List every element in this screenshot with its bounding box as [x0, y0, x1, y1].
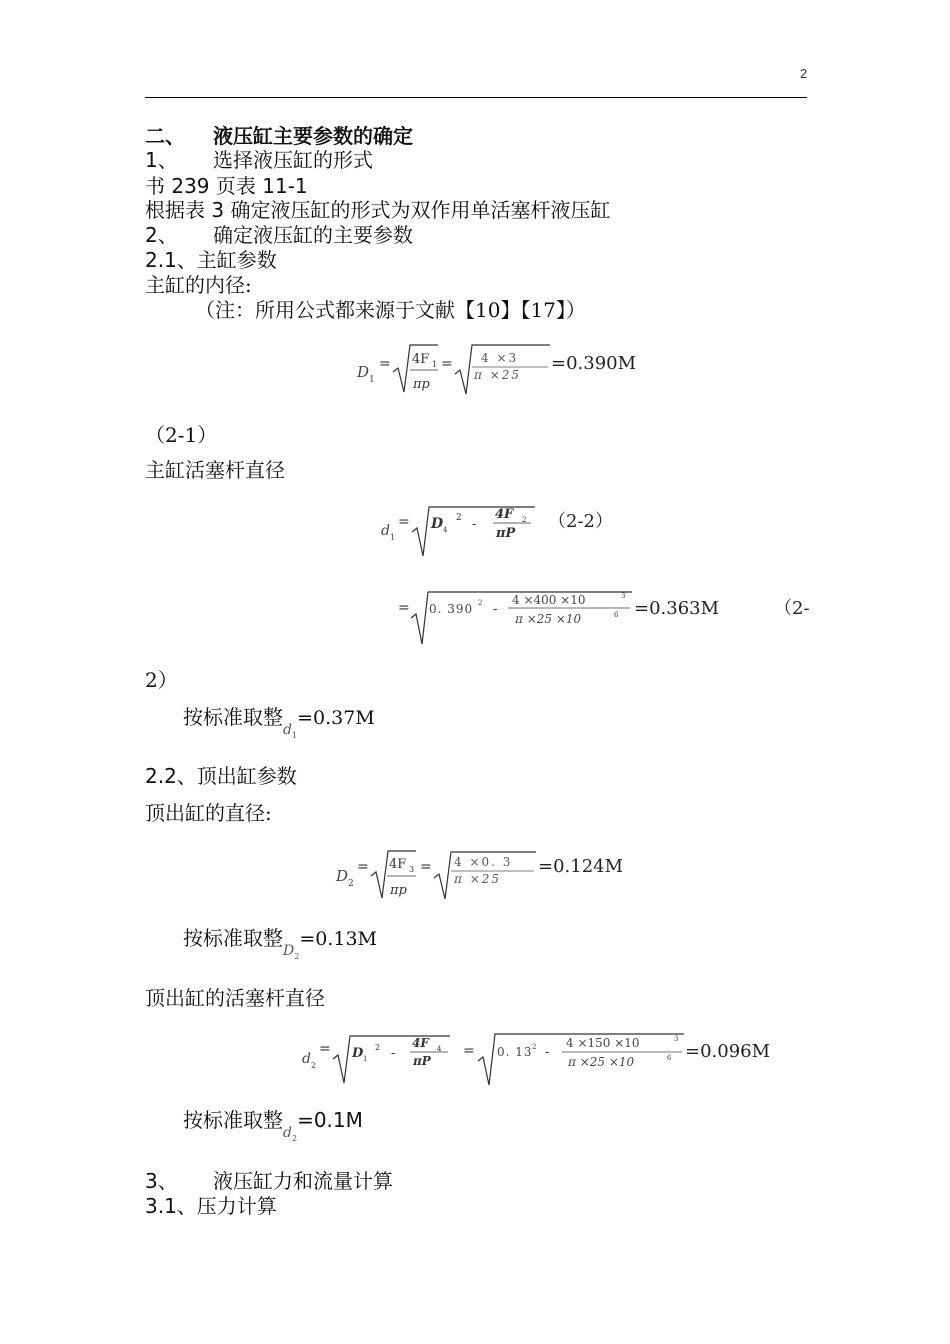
svg-text:-: - [472, 517, 477, 532]
equation-label-2-1: （2-1） [145, 423, 218, 447]
equation-tag-wrap: 2） [145, 668, 178, 692]
section-number: 二、 [145, 124, 185, 148]
svg-text:=: = [398, 514, 410, 530]
svg-text:-: - [493, 602, 498, 617]
subsection-number: 3、 [145, 1169, 178, 1193]
rounding-D2 [183, 926, 378, 961]
rounding-text: 按标准取整 [183, 926, 283, 950]
rounding-var-sub: 2 [294, 952, 300, 961]
eq2-a-sup: 2 [456, 513, 462, 523]
rounding-var-sub: 2 [291, 1134, 298, 1143]
eq2-tag: （2-2） [548, 511, 613, 532]
rounding-var: D [283, 943, 295, 959]
eq2-a-sub: 4 [443, 526, 448, 534]
svg-text:=: = [398, 600, 410, 616]
rounding-d1 [183, 705, 375, 740]
rounding-var: d [283, 1125, 292, 1141]
decision-line: 根据表 3 确定液压缸的形式为双作用单活塞杆液压缸 [145, 198, 611, 222]
eq3-f-num-sub: 3 [409, 865, 415, 874]
eq2-a: D [431, 516, 444, 532]
section-heading [145, 124, 413, 148]
eq2b-n-den-sup: 6 [614, 611, 619, 619]
formula-source-note: （注：所用公式都来源于文献【10】【17】） [195, 298, 586, 322]
eq1-result: =0.390M [551, 353, 637, 374]
eq1-n-den: π ×25 [474, 368, 522, 382]
svg-text:=: = [420, 859, 432, 875]
subsection-3-1: 3.1、压力计算 [145, 1194, 277, 1218]
eq1-f-num-sub: 1 [432, 360, 438, 369]
subsection-title: 确定液压缸的主要参数 [213, 223, 413, 247]
rounding-var-sub: 1 [291, 731, 298, 740]
eq2b-result: =0.363M [634, 598, 720, 619]
main-rod-label: 主缸活塞杆直径 [145, 458, 285, 482]
subsection-number: 2、 [145, 223, 178, 247]
eq3-n-num: 4 ×0. 3 [454, 855, 513, 869]
section-title: 液压缸主要参数的确定 [213, 124, 413, 148]
subsection-3 [145, 1169, 393, 1193]
eq4-n-num-sup: 3 [674, 1035, 679, 1043]
subsection-1 [145, 148, 373, 172]
eq2-f-den: πP [496, 526, 516, 541]
header-rule [145, 97, 807, 98]
eq4-a: D [352, 1046, 364, 1061]
svg-text:-: - [391, 1046, 396, 1061]
rounding-d2 [183, 1108, 363, 1143]
eq4-f-num-sub: 4 [437, 1045, 442, 1053]
eq3-result: =0.124M [538, 856, 624, 877]
rounding-value: =0.37M [297, 707, 375, 729]
eq4-n-den-sup: 6 [667, 1054, 672, 1062]
rounding-text: 按标准取整 [183, 705, 283, 729]
rounding-value: =0.1M [297, 1108, 363, 1132]
eq2b-tag-start: （2- [774, 598, 810, 619]
main-bore-label: 主缸的内径: [145, 273, 252, 297]
subsection-title: 液压缸力和流量计算 [213, 1169, 393, 1193]
eq2-f-num: 4F [495, 507, 514, 522]
eq2-lhs: d [381, 523, 390, 539]
eq1-n-num: 4 ×3 [481, 351, 519, 365]
eq3-n-den: π ×25 [454, 872, 502, 886]
svg-text:=: = [463, 1043, 475, 1059]
eq4-f-num: 4F [412, 1036, 429, 1050]
subsection-2-2: 2.2、顶出缸参数 [145, 764, 297, 788]
eq2-lhs-sub: 1 [390, 533, 396, 542]
eq2b-n-num: 4 ×400 ×10 [512, 593, 586, 607]
svg-text:=: = [441, 356, 453, 372]
eq2b-a-sup: 2 [478, 599, 483, 607]
eq4-n-num: 4 ×150 ×10 [566, 1036, 640, 1050]
eq4-f-den: πP [413, 1054, 431, 1068]
reference-line: 书 239 页表 11-1 [145, 174, 308, 198]
svg-text:=: = [319, 1041, 331, 1057]
eq4-a-sub: 1 [363, 1055, 368, 1063]
eq4-lhs-sub: 2 [311, 1061, 317, 1070]
eq2b-a: 0. 390 [429, 602, 474, 616]
svg-text:=: = [379, 356, 391, 372]
eq4-n-den: π ×25 ×10 [568, 1055, 635, 1069]
rounding-value: =0.13M [299, 928, 378, 950]
eq4-result: =0.096M [685, 1041, 771, 1062]
subsection-title: 选择液压缸的形式 [213, 148, 373, 172]
eq3-f-den: πp [390, 883, 407, 898]
subsection-2 [145, 223, 413, 247]
rounding-text: 按标准取整 [183, 1108, 283, 1132]
eq3-lhs: D [336, 867, 349, 885]
eq1-lhs: D [357, 363, 370, 381]
eq4-b-sup: 2 [532, 1043, 537, 1051]
subsection-number: 1、 [145, 148, 178, 172]
eq2b-n-num-sup: 3 [621, 592, 626, 600]
eq1-f-den: πp [413, 377, 430, 392]
eq4-a-sup: 2 [375, 1043, 381, 1052]
subsection-2-1: 2.1、主缸参数 [145, 248, 277, 272]
ejector-rod-label: 顶出缸的活塞杆直径 [145, 986, 325, 1010]
eq2-f-num-sub: 2 [522, 516, 527, 524]
ejector-diameter-label: 顶出缸的直径: [145, 801, 272, 825]
svg-text:-: - [545, 1045, 550, 1060]
eq4-b: 0. 13 [497, 1045, 533, 1059]
rounding-var: d [283, 722, 292, 738]
eq2b-n-den: π ×25 ×10 [515, 612, 582, 626]
svg-text:=: = [357, 859, 369, 875]
eq3-lhs-sub: 2 [348, 879, 354, 889]
page-number: 2 [800, 66, 808, 81]
eq3-f-num: 4F [389, 857, 407, 872]
eq4-lhs: d [302, 1051, 311, 1067]
eq1-f-num: 4F [412, 352, 430, 367]
eq1-lhs-sub: 1 [369, 375, 375, 385]
